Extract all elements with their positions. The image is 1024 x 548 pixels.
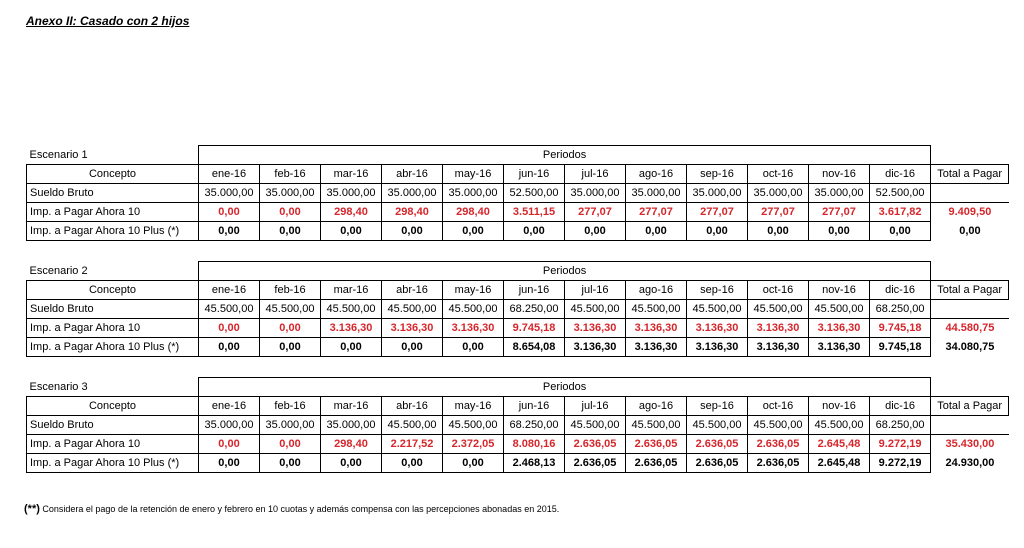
value-cell: 0,00 xyxy=(260,319,321,338)
total-cell xyxy=(931,300,1009,319)
value-cell: 45.500,00 xyxy=(260,300,321,319)
row-label: Sueldo Bruto xyxy=(27,300,199,319)
month-header: ene-16 xyxy=(199,281,260,300)
value-cell: 0,00 xyxy=(199,319,260,338)
value-cell: 8.654,08 xyxy=(504,338,565,357)
value-cell: 2.636,05 xyxy=(626,454,687,473)
value-cell: 45.500,00 xyxy=(443,300,504,319)
value-cell: 277,07 xyxy=(687,203,748,222)
value-cell: 68.250,00 xyxy=(870,416,931,435)
table-row xyxy=(27,300,1009,319)
periodos-header: Periodos xyxy=(199,262,931,281)
value-cell: 0,00 xyxy=(382,454,443,473)
value-cell: 298,40 xyxy=(321,435,382,454)
value-cell: 0,00 xyxy=(382,338,443,357)
value-cell: 0,00 xyxy=(321,222,382,241)
value-cell: 0,00 xyxy=(687,222,748,241)
month-header: ene-16 xyxy=(199,165,260,184)
value-cell: 35.000,00 xyxy=(748,184,809,203)
value-cell: 68.250,00 xyxy=(504,300,565,319)
value-cell: 0,00 xyxy=(809,222,870,241)
month-header: oct-16 xyxy=(748,281,809,300)
value-cell: 2.636,05 xyxy=(687,454,748,473)
concepto-header: Concepto xyxy=(27,281,199,300)
value-cell: 3.136,30 xyxy=(687,319,748,338)
value-cell: 2.636,05 xyxy=(565,435,626,454)
month-header: sep-16 xyxy=(687,281,748,300)
value-cell: 0,00 xyxy=(199,435,260,454)
value-cell: 35.000,00 xyxy=(382,184,443,203)
value-cell: 0,00 xyxy=(199,454,260,473)
column-header-row xyxy=(27,281,1009,300)
scenario-table-3 xyxy=(26,377,1009,473)
value-cell: 45.500,00 xyxy=(382,416,443,435)
month-header: sep-16 xyxy=(687,397,748,416)
value-cell: 3.136,30 xyxy=(565,338,626,357)
total-cell: 35.430,00 xyxy=(945,438,995,451)
value-cell: 0,00 xyxy=(199,222,260,241)
empty-cell xyxy=(931,378,1009,397)
value-cell: 277,07 xyxy=(809,203,870,222)
value-cell: 298,40 xyxy=(321,203,382,222)
value-cell: 9.272,19 xyxy=(870,435,931,454)
value-cell: 3.136,30 xyxy=(443,319,504,338)
table-row xyxy=(27,435,1009,454)
value-cell: 35.000,00 xyxy=(321,184,382,203)
value-cell: 277,07 xyxy=(565,203,626,222)
total-cell: 24.930,00 xyxy=(945,457,995,469)
month-header: jul-16 xyxy=(565,397,626,416)
footnote-marker: (**) xyxy=(24,503,40,515)
value-cell: 0,00 xyxy=(260,222,321,241)
value-cell: 45.500,00 xyxy=(626,300,687,319)
value-cell: 0,00 xyxy=(443,338,504,357)
scenario-table-2 xyxy=(26,261,1009,357)
table-row xyxy=(27,416,1009,435)
value-cell: 2.636,05 xyxy=(748,454,809,473)
scenario-header-row xyxy=(27,378,1009,397)
value-cell: 0,00 xyxy=(321,338,382,357)
value-cell: 45.500,00 xyxy=(809,416,870,435)
value-cell: 9.745,18 xyxy=(870,319,931,338)
month-header: nov-16 xyxy=(809,281,870,300)
concepto-header: Concepto xyxy=(27,397,199,416)
month-header: may-16 xyxy=(443,397,504,416)
scenario-header-row xyxy=(27,146,1009,165)
table-row xyxy=(27,454,1009,473)
month-header: abr-16 xyxy=(382,397,443,416)
periodos-header: Periodos xyxy=(199,378,931,397)
scenario-name: Escenario 3 xyxy=(27,378,199,397)
value-cell: 0,00 xyxy=(443,222,504,241)
value-cell: 3.136,30 xyxy=(382,319,443,338)
month-header: abr-16 xyxy=(382,281,443,300)
value-cell: 35.000,00 xyxy=(443,184,504,203)
value-cell: 45.500,00 xyxy=(443,416,504,435)
value-cell: 35.000,00 xyxy=(199,416,260,435)
scenario-name: Escenario 1 xyxy=(27,146,199,165)
month-header: oct-16 xyxy=(748,397,809,416)
value-cell: 35.000,00 xyxy=(260,416,321,435)
month-header: abr-16 xyxy=(382,165,443,184)
row-label: Imp. a Pagar Ahora 10 Plus (*) xyxy=(27,338,199,357)
value-cell: 0,00 xyxy=(443,454,504,473)
month-header: feb-16 xyxy=(260,397,321,416)
value-cell: 9.745,18 xyxy=(504,319,565,338)
table-row xyxy=(27,319,1009,338)
total-cell xyxy=(931,184,1009,203)
value-cell: 3.136,30 xyxy=(809,338,870,357)
value-cell: 35.000,00 xyxy=(321,416,382,435)
row-label: Imp. a Pagar Ahora 10 Plus (*) xyxy=(27,222,199,241)
value-cell: 35.000,00 xyxy=(199,184,260,203)
table-row xyxy=(27,222,1009,241)
page-title: Anexo II: Casado con 2 hijos xyxy=(26,14,190,28)
value-cell: 0,00 xyxy=(382,222,443,241)
value-cell: 0,00 xyxy=(565,222,626,241)
value-cell: 0,00 xyxy=(748,222,809,241)
scenario-table-1 xyxy=(26,145,1009,241)
row-label: Sueldo Bruto xyxy=(27,184,199,203)
month-header: jun-16 xyxy=(504,281,565,300)
value-cell: 0,00 xyxy=(199,203,260,222)
value-cell: 0,00 xyxy=(260,203,321,222)
value-cell: 3.136,30 xyxy=(321,319,382,338)
value-cell: 8.080,16 xyxy=(504,435,565,454)
value-cell: 35.000,00 xyxy=(687,184,748,203)
total-header: Total a Pagar xyxy=(931,397,1009,416)
month-header: oct-16 xyxy=(748,165,809,184)
value-cell: 45.500,00 xyxy=(321,300,382,319)
periodos-header: Periodos xyxy=(199,146,931,165)
total-cell: 34.080,75 xyxy=(945,341,995,353)
value-cell: 0,00 xyxy=(504,222,565,241)
footnote-text: Considera el pago de la retención de enero y febrero en 10 cuotas y además compensa con las percepciones abonadas en 2015. xyxy=(39,504,560,514)
value-cell: 45.500,00 xyxy=(565,416,626,435)
value-cell: 45.500,00 xyxy=(809,300,870,319)
value-cell: 3.136,30 xyxy=(809,319,870,338)
row-label: Sueldo Bruto xyxy=(27,416,199,435)
value-cell: 68.250,00 xyxy=(504,416,565,435)
value-cell: 45.500,00 xyxy=(687,300,748,319)
footnote xyxy=(24,503,559,515)
value-cell: 45.500,00 xyxy=(687,416,748,435)
month-header: jun-16 xyxy=(504,165,565,184)
value-cell: 298,40 xyxy=(382,203,443,222)
value-cell: 3.136,30 xyxy=(687,338,748,357)
empty-cell xyxy=(931,146,1009,165)
table-row xyxy=(27,338,1009,357)
value-cell: 0,00 xyxy=(626,222,687,241)
month-header: dic-16 xyxy=(870,397,931,416)
month-header: mar-16 xyxy=(321,281,382,300)
month-header: sep-16 xyxy=(687,165,748,184)
month-header: ene-16 xyxy=(199,397,260,416)
value-cell: 45.500,00 xyxy=(626,416,687,435)
value-cell: 2.217,52 xyxy=(382,435,443,454)
value-cell: 2.636,05 xyxy=(565,454,626,473)
value-cell: 3.136,30 xyxy=(565,319,626,338)
value-cell: 35.000,00 xyxy=(809,184,870,203)
column-header-row xyxy=(27,397,1009,416)
scenario-name: Escenario 2 xyxy=(27,262,199,281)
concepto-header: Concepto xyxy=(27,165,199,184)
month-header: dic-16 xyxy=(870,281,931,300)
value-cell: 277,07 xyxy=(748,203,809,222)
month-header: nov-16 xyxy=(809,165,870,184)
value-cell: 0,00 xyxy=(260,435,321,454)
total-header: Total a Pagar xyxy=(931,281,1009,300)
value-cell: 2.636,05 xyxy=(748,435,809,454)
value-cell: 2.468,13 xyxy=(504,454,565,473)
table-row xyxy=(27,203,1009,222)
month-header: mar-16 xyxy=(321,397,382,416)
month-header: jul-16 xyxy=(565,165,626,184)
month-header: ago-16 xyxy=(626,397,687,416)
value-cell: 2.636,05 xyxy=(687,435,748,454)
total-cell: 0,00 xyxy=(959,225,981,237)
value-cell: 3.136,30 xyxy=(626,319,687,338)
value-cell: 0,00 xyxy=(260,454,321,473)
column-header-row xyxy=(27,165,1009,184)
empty-cell xyxy=(931,262,1009,281)
row-label: Imp. a Pagar Ahora 10 xyxy=(27,435,199,454)
value-cell: 2.645,48 xyxy=(809,435,870,454)
table-row xyxy=(27,184,1009,203)
value-cell: 35.000,00 xyxy=(626,184,687,203)
value-cell: 3.511,15 xyxy=(504,203,565,222)
value-cell: 9.272,19 xyxy=(870,454,931,473)
value-cell: 3.617,82 xyxy=(870,203,931,222)
row-label: Imp. a Pagar Ahora 10 Plus (*) xyxy=(27,454,199,473)
month-header: jul-16 xyxy=(565,281,626,300)
value-cell: 45.500,00 xyxy=(382,300,443,319)
total-cell: 9.409,50 xyxy=(948,206,992,219)
month-header: dic-16 xyxy=(870,165,931,184)
value-cell: 2.645,48 xyxy=(809,454,870,473)
value-cell: 9.745,18 xyxy=(870,338,931,357)
value-cell: 2.636,05 xyxy=(626,435,687,454)
value-cell: 45.500,00 xyxy=(748,416,809,435)
value-cell: 3.136,30 xyxy=(748,338,809,357)
value-cell: 0,00 xyxy=(260,338,321,357)
value-cell: 45.500,00 xyxy=(748,300,809,319)
month-header: ago-16 xyxy=(626,281,687,300)
month-header: jun-16 xyxy=(504,397,565,416)
month-header: ago-16 xyxy=(626,165,687,184)
row-label: Imp. a Pagar Ahora 10 xyxy=(27,319,199,338)
month-header: may-16 xyxy=(443,281,504,300)
month-header: feb-16 xyxy=(260,281,321,300)
value-cell: 3.136,30 xyxy=(748,319,809,338)
scenario-header-row xyxy=(27,262,1009,281)
value-cell: 0,00 xyxy=(870,222,931,241)
value-cell: 277,07 xyxy=(626,203,687,222)
value-cell: 0,00 xyxy=(321,454,382,473)
value-cell: 52.500,00 xyxy=(870,184,931,203)
value-cell: 68.250,00 xyxy=(870,300,931,319)
total-cell xyxy=(931,416,1009,435)
value-cell: 52.500,00 xyxy=(504,184,565,203)
value-cell: 35.000,00 xyxy=(260,184,321,203)
month-header: nov-16 xyxy=(809,397,870,416)
value-cell: 35.000,00 xyxy=(565,184,626,203)
value-cell: 45.500,00 xyxy=(565,300,626,319)
value-cell: 298,40 xyxy=(443,203,504,222)
value-cell: 2.372,05 xyxy=(443,435,504,454)
value-cell: 45.500,00 xyxy=(199,300,260,319)
total-cell: 44.580,75 xyxy=(945,322,995,335)
row-label: Imp. a Pagar Ahora 10 xyxy=(27,203,199,222)
value-cell: 3.136,30 xyxy=(626,338,687,357)
month-header: feb-16 xyxy=(260,165,321,184)
total-header: Total a Pagar xyxy=(931,165,1009,184)
value-cell: 0,00 xyxy=(199,338,260,357)
month-header: mar-16 xyxy=(321,165,382,184)
month-header: may-16 xyxy=(443,165,504,184)
